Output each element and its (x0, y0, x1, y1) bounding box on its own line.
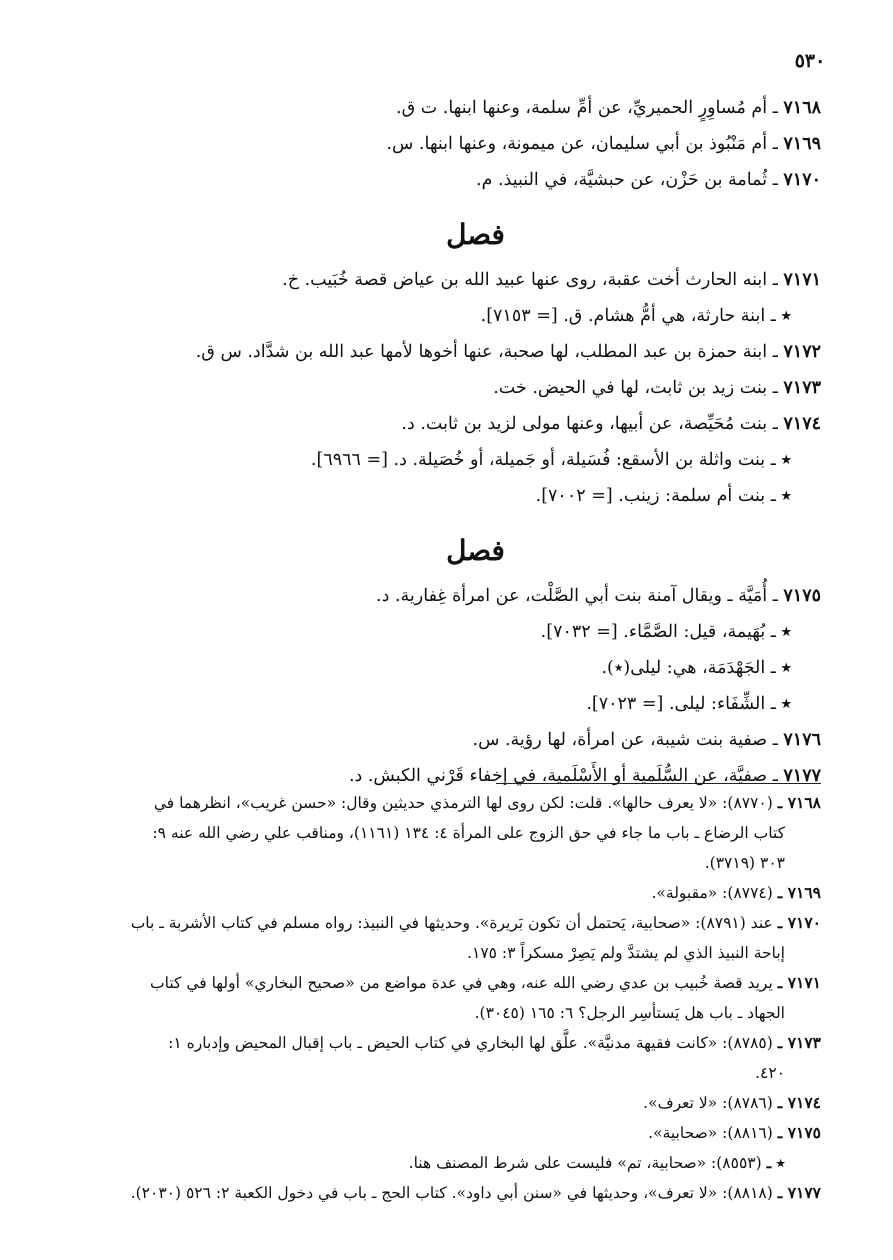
footnote-text: يريد قصة خُبيب بن عدي رضي الله عنه، وهي في عدة مواضع من «صحيح البخاري» أولها في كتاب (150, 974, 773, 992)
cross-ref-row: ٭ ـ الجَهْدَمَة، هي: ليلى(٭). (601, 658, 791, 678)
entry-text: بنت واثلة بن الأسقع: فُسَيلة، أو جَميلة، أو خُصَيلة. د. [= ٦٩٦٦]. (310, 450, 766, 470)
footnote-number: ٧١٧١ ـ (777, 973, 821, 992)
footnote-text: (٨٥٥٣): «صحابية، تم» فليست على شرط المصنف هنا. (408, 1154, 762, 1172)
footnotes (40, 788, 821, 1208)
entry-text: الشِّفَاء: ليلى. [= ٧٠٢٣]. (586, 694, 766, 714)
footnote-number: ٧١٧٥ ـ (777, 1123, 821, 1142)
star-marker: ٭ (781, 450, 791, 470)
footnote-continuation: كتاب الرضاع ـ باب ما جاء في حق الزوج على المرأة ٤: ١٣٤ (١١٦١)، ومناقب علي رضي الله عنه ٩: (152, 824, 785, 842)
entry-row: ٧١٧٢ ـ ابنة حمزة بن عبد المطلب، لها صحبة، عنها أخوها لأمها عبد الله بن شدَّاد. س ق. (195, 342, 821, 362)
entry-number: ٧١٦٩ (783, 134, 821, 154)
entry-number: ٧١٧٥ (783, 586, 821, 606)
footnote-number: ٭ ـ (766, 1153, 785, 1172)
entry-number: ٧١٦٨ (783, 98, 821, 118)
entry-text: بنت مُحَيِّصة، عن أبيها، وعنها مولى لزيد بن ثابت. د. (401, 414, 768, 434)
entry-text: صفيَّة، عن السُّلَمية أو الأَسْلَمية، في إخفاء قَرْني الكبش. د. (348, 766, 768, 786)
footnote-number: ٧١٦٩ ـ (777, 883, 821, 902)
entry-text: ابنه الحارث أخت عقبة، روى عنها عبيد الله بن عياض قصة خُبَيب. خ. (282, 270, 768, 290)
entry-text: أُمَيَّة ـ ويقال آمنة بنت أبي الصَّلْت، عن امرأة غِفارية. د. (376, 586, 768, 606)
footnote-continuation: الجهاد ـ باب هل يَستأسِر الرجل؟ ٦: ١٦٥ (٣٠٤٥). (474, 1004, 785, 1022)
footnote-text: (٨٨١٨): «لا تعرف»، وحديثها في «سنن أبي داود». كتاب الحج ـ باب في دخول الكعبة ٢: ٥٢٦ (٢٠٣٠). (130, 1184, 773, 1202)
cross-ref-row: ٭ ـ بنت أم سلمة: زينب. [= ٧٠٠٢]. (535, 486, 791, 506)
entry-text: بنت زيد بن ثابت، لها في الحيض. خت. (493, 378, 768, 398)
footnote-separator (496, 783, 821, 784)
entry-number: ٧١٧١ (783, 270, 821, 290)
footnote-line (40, 788, 821, 818)
footnote-number: ٧١٧٠ ـ (777, 913, 821, 932)
entry-text: ثُمامة بن حَزْن، عن حبشيَّة، في النبيذ. م. (476, 170, 768, 190)
entry-row: ٧١٧٣ ـ بنت زيد بن ثابت، لها في الحيض. خت. (493, 378, 821, 398)
star-marker: ٭ (781, 694, 791, 714)
entry-row: ٧١٧٤ ـ بنت مُحَيِّصة، عن أبيها، وعنها مولى لزيد بن ثابت. د. (401, 414, 821, 434)
section-heading: فصل (446, 218, 505, 251)
footnote-continuation: ٣٠٣ (٣٧١٩). (704, 854, 785, 872)
footnote-line (40, 1178, 821, 1208)
entry-text: أم مُساوِرٍ الحميريِّ، عن أمِّ سلمة، وعنها ابنها. ت ق. (396, 98, 768, 118)
footnote-text: (٨٧٧٠): «لا يعرف حالها». قلت: لكن روى لها الترمذي حديثين وقال: «حسن غريب»، انظرهما في (153, 794, 773, 812)
entry-text: ابنة حمزة بن عبد المطلب، لها صحبة، عنها أخوها لأمها عبد الله بن شدَّاد. س ق. (195, 342, 768, 362)
footnote-text: (٨٧٨٦): «لا تعرف». (643, 1094, 773, 1112)
star-marker: ٭ (781, 486, 791, 506)
cross-ref-row: ٭ ـ بُهَيمة، قيل: الصَّمَّاء. [= ٧٠٣٢]. (540, 622, 791, 642)
footnote-number: ٧١٧٣ ـ (777, 1033, 821, 1052)
footnote-line (40, 1088, 821, 1118)
footnote-continuation: ٤٢٠. (755, 1064, 785, 1082)
entry-text: ابنة حارثة، هي أمُّ هشام. ق. [= ٧١٥٣]. (480, 306, 766, 326)
entry-text: صفية بنت شيبة، عن امرأة، لها رؤية. س. (472, 730, 768, 750)
star-marker: ٭ (781, 622, 791, 642)
footnote-line (40, 878, 821, 908)
footnote-line (40, 908, 821, 938)
entry-row: ٧١٦٩ ـ أم مَنْبُوذ بن أبي سليمان، عن ميمونة، وعنها ابنها. س. (386, 134, 821, 154)
entry-number: ٧١٧٤ (783, 414, 821, 434)
footnote-continuation: إباحة النبيذ الذي لم يشتدَّ ولم يَصِرْ مسكراً ٣: ١٧٥. (467, 944, 785, 962)
star-marker: ٭ (781, 306, 791, 326)
entry-number: ٧١٧٠ (783, 170, 821, 190)
footnote-number: ٧١٧٧ ـ (777, 1183, 821, 1202)
entry-text: أم مَنْبُوذ بن أبي سليمان، عن ميمونة، وعنها ابنها. س. (386, 134, 768, 154)
entry-number: ٧١٧٢ (783, 342, 821, 362)
entry-row: ٧١٧٥ ـ أُمَيَّة ـ ويقال آمنة بنت أبي الصَّلْت، عن امرأة غِفارية. د. (376, 586, 821, 606)
footnote-line (40, 1118, 821, 1148)
footnote-text: (٨٧٧٤): «مقبولة». (651, 884, 773, 902)
entry-text: بُهَيمة، قيل: الصَّمَّاء. [= ٧٠٣٢]. (540, 622, 766, 642)
entry-number: ٧١٧٧ (783, 766, 821, 786)
entry-text: الجَهْدَمَة، هي: ليلى(٭). (601, 658, 766, 678)
cross-ref-row: ٭ ـ الشِّفَاء: ليلى. [= ٧٠٢٣]. (586, 694, 791, 714)
star-marker: ٭ (781, 658, 791, 678)
entry-number: ٧١٧٦ (783, 730, 821, 750)
entry-row: ٧١٧٧ ـ صفيَّة، عن السُّلَمية أو الأَسْلَمية، في إخفاء قَرْني الكبش. د. (348, 766, 821, 786)
section-heading: فصل (446, 534, 505, 567)
entry-row: ٧١٧٦ ـ صفية بنت شيبة، عن امرأة، لها رؤية. س. (472, 730, 821, 750)
footnote-line (40, 1028, 821, 1058)
entry-row: ٧١٦٨ ـ أم مُساوِرٍ الحميريِّ، عن أمِّ سلمة، وعنها ابنها. ت ق. (396, 98, 821, 118)
entry-row: ٧١٧١ ـ ابنه الحارث أخت عقبة، روى عنها عبيد الله بن عياض قصة خُبَيب. خ. (282, 270, 821, 290)
footnote-number: ٧١٧٤ ـ (777, 1093, 821, 1112)
cross-ref-row: ٭ ـ بنت واثلة بن الأسقع: فُسَيلة، أو جَميلة، أو خُصَيلة. د. [= ٦٩٦٦]. (310, 450, 791, 470)
main-entries (110, 90, 821, 794)
footnote-line (40, 1148, 821, 1178)
footnote-number: ٧١٦٨ ـ (777, 793, 821, 812)
entry-row: ٧١٧٠ ـ ثُمامة بن حَزْن، عن حبشيَّة، في النبيذ. م. (476, 170, 821, 190)
page-number: ٥٣٠ (794, 50, 826, 72)
cross-ref-row: ٭ ـ ابنة حارثة، هي أمُّ هشام. ق. [= ٧١٥٣]. (480, 306, 791, 326)
footnote-text: (٨٨١٦): «صحابية». (648, 1124, 773, 1142)
footnote-text: عند (٨٧٩١): «صحابية، يَحتمل أن تكون بَريرة». وحديثها في النبيذ: رواه مسلم في كتاب الأشربة ـ باب (130, 914, 773, 932)
entry-number: ٧١٧٣ (783, 378, 821, 398)
footnote-line (40, 968, 821, 998)
entry-text: بنت أم سلمة: زينب. [= ٧٠٠٢]. (535, 486, 766, 506)
footnote-text: (٨٧٨٥): «كانت فقيهة مدنيَّة». علَّق لها البخاري في كتاب الحيض ـ باب إقبال المحيض وإدباره ١: (168, 1034, 773, 1052)
